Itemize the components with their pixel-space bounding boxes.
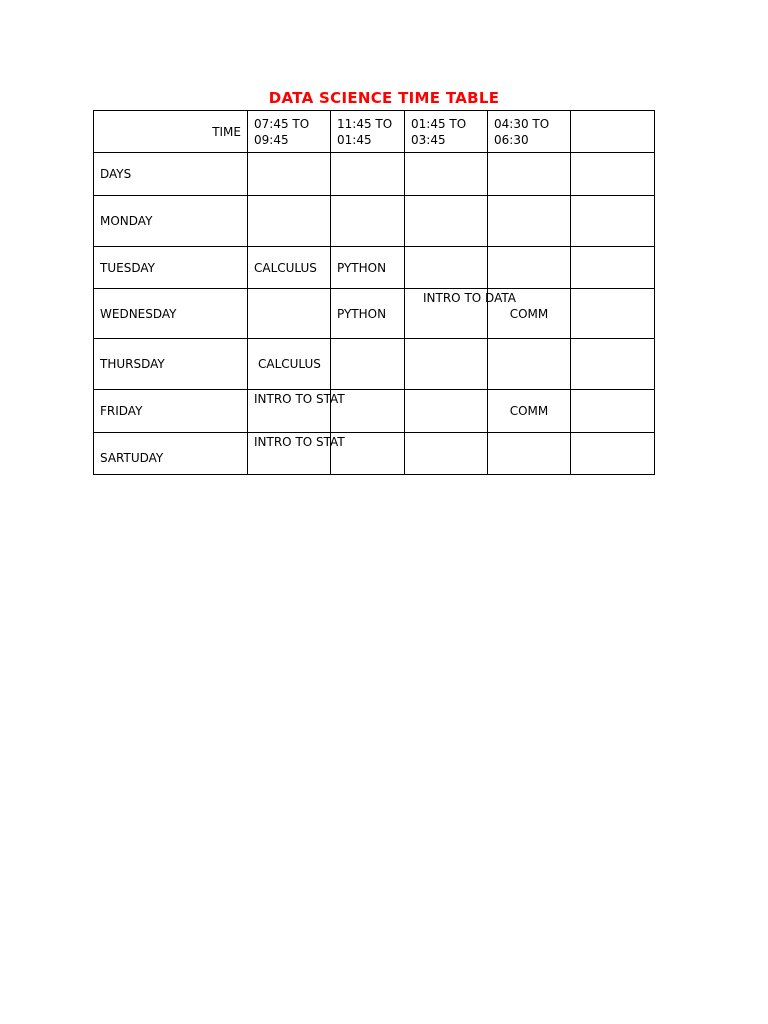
subject-cell [571,390,655,433]
days-label-cell [94,153,248,196]
time-slot-1 [248,111,331,153]
subject-text: INTRO TO DATA [423,291,516,305]
days-label-row [94,153,655,196]
subject-cell [248,433,345,475]
subject-cell [248,390,345,433]
time-header-cell [94,111,248,153]
subject-cell: CALCULUS [248,247,331,289]
table-row [94,339,655,390]
time-slot-2 [331,111,405,153]
subject-cell [571,289,655,339]
header-row [94,111,655,153]
empty-cell [248,153,331,196]
subject-cell: COMM [488,390,571,433]
day-cell: SARTUDAY [94,433,248,475]
time-slot-2-end: 01:45 [337,132,372,147]
time-slot-3 [405,111,488,153]
subject-cell [488,196,571,247]
days-label: DAYS [100,167,132,181]
subject-cell [571,247,655,289]
subject-cell [488,247,571,289]
page-title: DATA SCIENCE TIME TABLE [268,89,500,107]
subject-cell [488,339,571,390]
subject-cell [248,289,331,339]
time-slot-4 [488,111,571,153]
subject-cell [405,196,488,247]
table-row [94,196,655,247]
timetable [93,110,655,475]
day-cell: MONDAY [94,196,248,247]
empty-cell [488,153,571,196]
time-slot-4-start: 04:30 TO [494,116,550,131]
time-slot-4-end: 06:30 [494,132,529,147]
subject-cell: COMM [488,289,571,339]
subject-cell [405,339,488,390]
subject-cell [488,433,571,475]
time-slot-3-end: 03:45 [411,132,446,147]
table-row [94,289,655,339]
subject-cell: PYTHON [331,247,405,289]
subject-cell [331,196,405,247]
time-slot-2-start: 11:45 TO [337,116,393,131]
day-cell: WEDNESDAY [94,289,248,339]
day-cell: TUESDAY [94,247,248,289]
time-label: TIME [212,124,241,139]
table-row [94,433,655,475]
subject-cell [405,247,488,289]
subject-cell [405,289,516,339]
subject-cell: CALCULUS [248,339,331,390]
day-cell: THURSDAY [94,339,248,390]
subject-cell [248,196,331,247]
subject-cell [571,339,655,390]
time-slot-5 [571,111,655,153]
time-slot-1-end: 09:45 [254,132,289,147]
subject-cell [331,339,405,390]
subject-cell [571,196,655,247]
day-cell: FRIDAY [94,390,248,433]
table-row [94,390,655,433]
subject-cell [405,433,488,475]
subject-cell: PYTHON [331,289,405,339]
empty-cell [331,153,405,196]
time-slot-1-start: 07:45 TO [254,116,310,131]
subject-cell [405,390,488,433]
table-row [94,247,655,289]
empty-cell [571,153,655,196]
empty-cell [405,153,488,196]
subject-text: INTRO TO STAT [254,392,345,406]
subject-cell [571,433,655,475]
subject-text: INTRO TO STAT [254,435,345,449]
time-slot-3-start: 01:45 TO [411,116,467,131]
